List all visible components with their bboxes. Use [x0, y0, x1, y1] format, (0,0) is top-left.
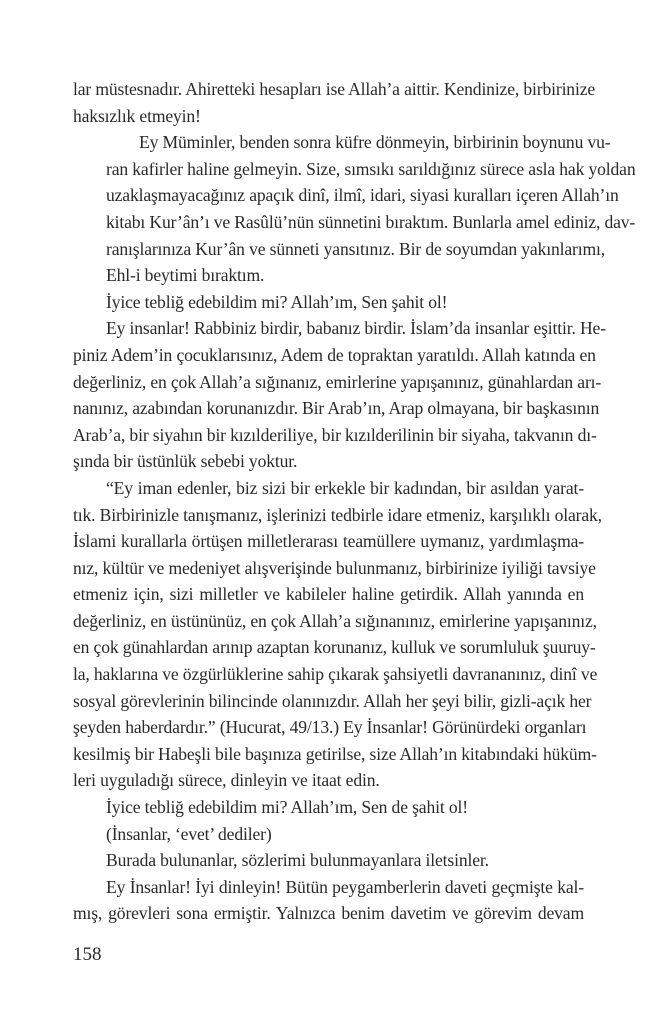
- text-line: ranışlarınıza Kur’ân ve sünneti yansıtınız. Bir de soyumdan yakınlarımı,: [106, 238, 605, 259]
- text-line: şında bir üstünlük sebebi yoktur.: [73, 451, 298, 472]
- text-line: nız, kültür ve medeniyet alışverişinde bulunmanız, birbirinize iyiliği tavsiye: [73, 557, 596, 578]
- quote-paragraph: [73, 475, 602, 794]
- paragraph: [73, 289, 584, 316]
- text-line: değerliniz, en üstününüz, en çok Allah’a sığınanınız, emirlerine yapışanınız,: [73, 610, 597, 631]
- paragraph: [73, 874, 584, 927]
- text-line: Ehl-i beytimi bıraktım.: [106, 265, 265, 286]
- paragraph: [73, 76, 596, 129]
- text-line: lar müstesnadır. Ahiretteki hesapları ise Allah’a aittir. Kendinize, birbirinize: [73, 79, 596, 99]
- text-line: sosyal görevlerinin bilincinde olanınızdır. Allah her şeyi bilir, gizli-açık her: [73, 690, 592, 711]
- text-line: Ey İnsanlar! İyi dinleyin! Bütün peygamberlerin daveti geçmişte kal-: [106, 876, 584, 897]
- text-line: uzaklaşmayacağınız apaçık dinî, ilmî, idari, siyasi kuralları içeren Allah’ın: [106, 185, 619, 206]
- text-line: piniz Adem’in çocuklarısınız, Adem de topraktan yaratıldı. Allah katında en: [73, 344, 596, 365]
- text-line: İslami kurallarla örtüşen milletlerarası teamüllere uymanız, yardımlaşma-: [73, 531, 584, 552]
- text-line: kitabı Kur’ân’ı ve Rasûlü’nün sünnetini bıraktım. Bunlarla amel ediniz, dav-: [106, 211, 636, 232]
- text-line: şeyden haberdardır.” (Hucurat, 49/13.) Ey İnsanlar! Görünürdeki organları: [73, 717, 587, 738]
- paragraph: [73, 794, 584, 821]
- page-number: 158: [73, 944, 102, 965]
- text-line: “Ey iman edenler, biz sizi bir erkekle bir kadından, bir asıldan yarat-: [106, 477, 584, 498]
- text-line: Ey Müminler, benden sonra küfre dönmeyin, birbirinin boynunu vu-: [139, 132, 611, 153]
- text-line: değerliniz, en çok Allah’a sığınanız, emirlerine yapışanınız, günahlardan arı-: [73, 371, 602, 392]
- paragraph: [73, 315, 606, 475]
- paragraph: [73, 129, 636, 289]
- text-line: haksızlık etmeyin!: [73, 105, 201, 126]
- paragraph: [73, 821, 584, 848]
- page-body: [73, 76, 636, 927]
- text-line: kesilmiş bir Habeşli bile başınıza getirilse, size Allah’ın kitabındaki hüküm-: [73, 743, 597, 764]
- text-line: mış, görevleri sona ermiştir. Yalnızca benim davetim ve görevim devam: [73, 903, 584, 924]
- text-line: İyice tebliğ edebildim mi? Allah’ım, Sen de şahit ol!: [106, 797, 468, 818]
- text-line: en çok günahlardan arınıp azaptan korunanız, kulluk ve sorumluluk şuuruy-: [73, 637, 596, 658]
- text-line: ran kafirler haline gelmeyin. Size, sımsıkı sarıldığınız sürece asla hak yoldan: [106, 158, 636, 179]
- text-line: tık. Birbirinizle tanışmanız, işlerinizi tedbirle idare etmeniz, karşılıklı olarak,: [73, 504, 602, 525]
- paragraph: [73, 847, 584, 874]
- text-line: Burada bulunanlar, sözlerimi bulunmayanlara iletsinler.: [106, 850, 489, 871]
- text-line: (İnsanlar, ‘evet’ dediler): [106, 823, 272, 844]
- text-line: Ey insanlar! Rabbiniz birdir, babanız birdir. İslam’da insanlar eşittir. He-: [106, 318, 606, 339]
- text-line: etmeniz için, sizi milletler ve kabileler haline getirdik. Allah yanında en: [73, 584, 584, 605]
- text-line: İyice tebliğ edebildim mi? Allah’ım, Sen şahit ol!: [106, 291, 448, 312]
- text-line: la, haklarına ve özgürlüklerine sahip çıkarak şahsiyetli davrananınız, dinî ve: [73, 664, 598, 685]
- text-line: leri uyguladığı sürece, dinleyin ve itaat edin.: [73, 770, 380, 791]
- text-line: Arab’a, bir siyahın bir kızılderiliye, bir kızılderilinin bir siyaha, takvanın dı-: [73, 424, 597, 445]
- text-line: nanınız, azabından korunanızdır. Bir Arab’ın, Arap olmayana, bir başkasının: [73, 398, 600, 419]
